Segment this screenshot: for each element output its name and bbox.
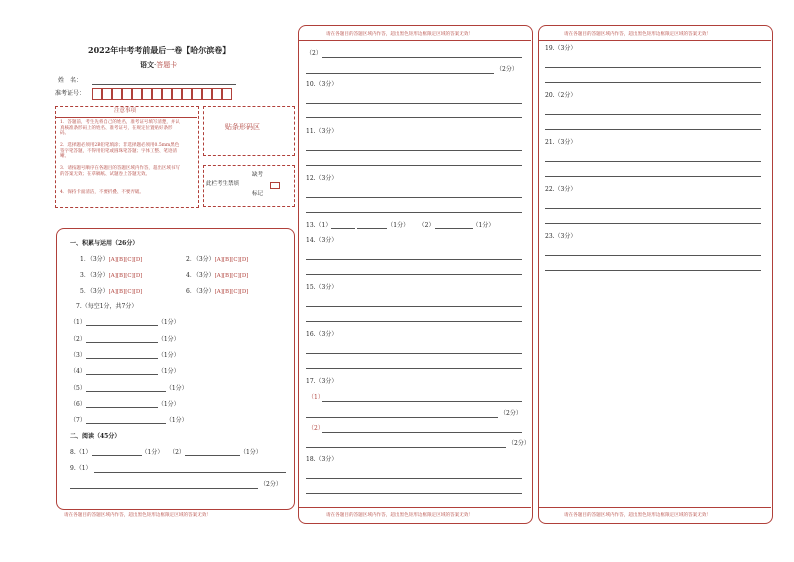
q12-label: 12.（3分） <box>306 175 338 182</box>
q9-label: 9.（1） <box>70 465 92 472</box>
q7-blank-3-num: （3） <box>70 352 86 359</box>
notice-item-3: 3．请按题号顺序在各题目的答题区域内作答，超出区域书写的答案无效；在草稿纸、试题卷上答题无效。 <box>60 166 180 177</box>
q2-line-1[interactable] <box>322 57 522 58</box>
q7-blank-2-line[interactable] <box>86 342 158 343</box>
mc-q5-label: 5．（3分） <box>80 288 109 295</box>
q12-line-1[interactable] <box>306 197 522 198</box>
q17-label: 17.（3分） <box>306 378 338 385</box>
q17-2-label: （2） <box>308 425 324 432</box>
mc-q4-options[interactable]: [A][B][C][D] <box>214 273 249 279</box>
q17-2-line-1[interactable] <box>322 432 522 433</box>
q13-1-line-b[interactable] <box>357 228 387 229</box>
mc-q5 <box>80 289 142 296</box>
middle-bottom-warning: 请在各题目的答题区域内作答，超出黑色矩形边框限定区域的答案无效！ <box>326 513 474 518</box>
left-bottom-warning: 请在各题目的答题区域内作答，超出黑色矩形边框限定区域的答案无效！ <box>64 513 212 518</box>
q7-blank-7-score: （1分） <box>165 417 188 424</box>
q17-1-score: （2分） <box>500 410 522 417</box>
q7-blank-4-num: （4） <box>70 368 86 375</box>
q17-1-line-2[interactable] <box>306 417 498 418</box>
right-answer-area <box>538 25 773 524</box>
q8-1-label: 8.（1） <box>70 449 92 456</box>
section1-title: 一、积累与运用（26分） <box>70 240 139 247</box>
q13-2-label: （2） <box>418 222 435 229</box>
q9-score: （2分） <box>260 481 282 488</box>
right-top-warning: 请在各题目的答题区域内作答，超出黑色矩形边框限定区域的答案无效！ <box>564 32 712 37</box>
q12-line-2[interactable] <box>306 212 522 213</box>
q10-line-2[interactable] <box>306 117 522 118</box>
absent-top-label: 缺考 <box>252 172 264 178</box>
ticket-label: 准考证号： <box>55 90 86 97</box>
q7-blank-2 <box>70 337 180 343</box>
q19-line-1[interactable] <box>545 67 761 68</box>
q21-line-1[interactable] <box>545 161 761 162</box>
q13-1-label: 13.（1） <box>306 222 332 229</box>
mc-q6 <box>186 289 248 296</box>
q7-blank-3 <box>70 353 180 359</box>
mc-q6-label: 6．（3分） <box>186 288 215 295</box>
q17-2-score: （2分） <box>508 440 530 447</box>
q16-line-1[interactable] <box>306 353 522 354</box>
q7-blank-6-num: （6） <box>70 401 86 408</box>
q11-line-1[interactable] <box>306 150 522 151</box>
mc-q1-label: 1．（3分） <box>80 256 109 263</box>
subject-label: 语文 <box>140 60 154 69</box>
q7-blank-5-num: （5） <box>70 385 86 392</box>
notice-item-4: 4．保持卡面清洁，不要折叠、不要弄破。 <box>60 190 144 195</box>
mc-q3-options[interactable]: [A][B][C][D] <box>108 273 143 279</box>
q7-blank-5 <box>70 386 188 392</box>
q22-line-2[interactable] <box>545 223 761 224</box>
middle-bottom-divider <box>299 507 531 508</box>
q14-line-2[interactable] <box>306 274 522 275</box>
mc-q2-label: 2．（3分） <box>186 256 215 263</box>
mc-q2 <box>186 257 248 264</box>
mc-q3 <box>80 273 142 280</box>
q7-blank-7 <box>70 418 188 424</box>
mc-q4 <box>186 273 248 280</box>
q20-line-2[interactable] <box>545 129 761 130</box>
q7-blank-4 <box>70 369 180 375</box>
q2-label: （2） <box>306 50 322 57</box>
q7-blank-4-score: （1分） <box>157 368 180 375</box>
q7-blank-1-num: （1） <box>70 319 86 326</box>
mc-q2-options[interactable]: [A][B][C][D] <box>214 257 249 263</box>
q21-label: 21.（3分） <box>545 139 577 146</box>
middle-top-warning: 请在各题目的答题区域内作答，超出黑色矩形边框限定区域的答案无效！ <box>326 32 474 37</box>
q7-blank-7-num: （7） <box>70 417 86 424</box>
name-label: 姓 名： <box>58 77 83 84</box>
q13-2-line[interactable] <box>435 228 473 229</box>
q13-1-line[interactable] <box>331 228 355 229</box>
q10-line-1[interactable] <box>306 103 522 104</box>
q2-score: （2分） <box>496 66 518 73</box>
name-field[interactable] <box>92 84 236 85</box>
q7-blank-6 <box>70 402 180 408</box>
q14-line-1[interactable] <box>306 259 522 260</box>
q2-line-2[interactable] <box>306 73 494 74</box>
barcode-area <box>203 106 295 156</box>
q20-line-1[interactable] <box>545 114 761 115</box>
mc-q4-label: 4．（3分） <box>186 272 215 279</box>
section2-title: 二、阅读（45分） <box>70 433 121 440</box>
absent-bottom-label: 标记 <box>252 191 264 197</box>
q20-label: 20.（2分） <box>545 92 577 99</box>
subject-line <box>140 60 177 70</box>
q19-line-2[interactable] <box>545 82 761 83</box>
q17-2-line-2[interactable] <box>306 447 506 448</box>
q13-2-score: （1分） <box>472 222 495 229</box>
q18-line-2[interactable] <box>306 493 522 494</box>
right-bottom-warning: 请在各题目的答题区域内作答，超出黑色矩形边框限定区域的答案无效！ <box>564 513 712 518</box>
mc-q6-options[interactable]: [A][B][C][D] <box>214 289 249 295</box>
q8-1-score: （1分） <box>141 449 164 456</box>
q19-label: 19.（3分） <box>545 45 577 52</box>
q17-1-label: （1） <box>308 394 324 401</box>
absent-mark-box[interactable] <box>270 182 280 189</box>
q7-blank-1 <box>70 320 180 326</box>
q13 <box>306 223 494 229</box>
q11-label: 11.（3分） <box>306 128 338 135</box>
q17-1-line-1[interactable] <box>322 401 522 402</box>
mc-q5-options[interactable]: [A][B][C][D] <box>108 289 143 295</box>
q7-blank-7-line[interactable] <box>86 423 166 424</box>
q7-blank-1-score: （1分） <box>157 319 180 326</box>
q7-blank-6-line[interactable] <box>86 407 158 408</box>
exam-title: 2022年中考考前最后一卷【哈尔滨卷】 <box>88 45 231 55</box>
q9-line-1[interactable] <box>94 472 286 473</box>
q15-label: 15.（3分） <box>306 284 338 291</box>
notice-title: 注意事项 <box>114 108 137 114</box>
q9-line-2[interactable] <box>70 488 258 489</box>
dot: · <box>154 61 157 69</box>
q8-1-line[interactable] <box>92 455 142 456</box>
q7-blank-4-line[interactable] <box>86 374 158 375</box>
q7-blank-3-score: （1分） <box>157 352 180 359</box>
q18-line-1[interactable] <box>306 478 522 479</box>
q7-blank-1-line[interactable] <box>86 325 158 326</box>
q16-label: 16.（3分） <box>306 331 338 338</box>
mc-q1-options[interactable]: [A][B][C][D] <box>108 257 143 263</box>
notice-divider <box>56 117 197 118</box>
q15-line-2[interactable] <box>306 321 522 322</box>
q7-blank-5-score: （1分） <box>165 385 188 392</box>
right-top-divider <box>539 40 771 41</box>
q8-2-score: （1分） <box>239 449 262 456</box>
q15-line-1[interactable] <box>306 306 522 307</box>
q14-label: 14.（3分） <box>306 237 338 244</box>
right-bottom-divider <box>539 507 771 508</box>
q18-label: 18.（3分） <box>306 456 338 463</box>
q10-label: 10.（3分） <box>306 81 338 88</box>
q23-line-2[interactable] <box>545 270 761 271</box>
q22-label: 22.（3分） <box>545 186 577 193</box>
q7-blank-6-score: （1分） <box>157 401 180 408</box>
q21-line-2[interactable] <box>545 176 761 177</box>
q7-label: 7.（每空1分，共7分） <box>76 303 138 310</box>
barcode-label: 贴条形码区 <box>225 123 260 131</box>
q7-blank-3-line[interactable] <box>86 358 158 359</box>
mc-q3-label: 3．（3分） <box>80 272 109 279</box>
q23-line-1[interactable] <box>545 255 761 256</box>
q8-2-line[interactable] <box>185 455 240 456</box>
q7-blank-2-num: （2） <box>70 336 86 343</box>
q8 <box>70 450 262 456</box>
q7-blank-2-score: （1分） <box>157 336 180 343</box>
q11-line-2[interactable] <box>306 165 522 166</box>
q7-blank-5-line[interactable] <box>86 391 166 392</box>
q23-label: 23.（3分） <box>545 233 577 240</box>
card-label: 答题卡 <box>156 61 178 69</box>
q13-1-score: （1分） <box>387 222 410 229</box>
q22-line-1[interactable] <box>545 208 761 209</box>
notice-item-2: 2．选择题必须用2B铅笔填涂；非选择题必须用0.5mm黑色签字笔答题，不得用铅笔或圆珠笔答题；字体工整、笔迹清晰。 <box>60 143 180 160</box>
q8-2-label: （2） <box>169 449 185 456</box>
mc-q1 <box>80 257 142 264</box>
absent-left-label: 此栏考生禁填 <box>206 181 240 187</box>
q16-line-2[interactable] <box>306 368 522 369</box>
notice-item-1: 1．答题前，考生先将自己的姓名，准考证号填写清楚，并认真核准条形码上的姓名、准考证号，在规定位置贴好条形码。 <box>60 120 180 137</box>
middle-top-divider <box>299 40 531 41</box>
